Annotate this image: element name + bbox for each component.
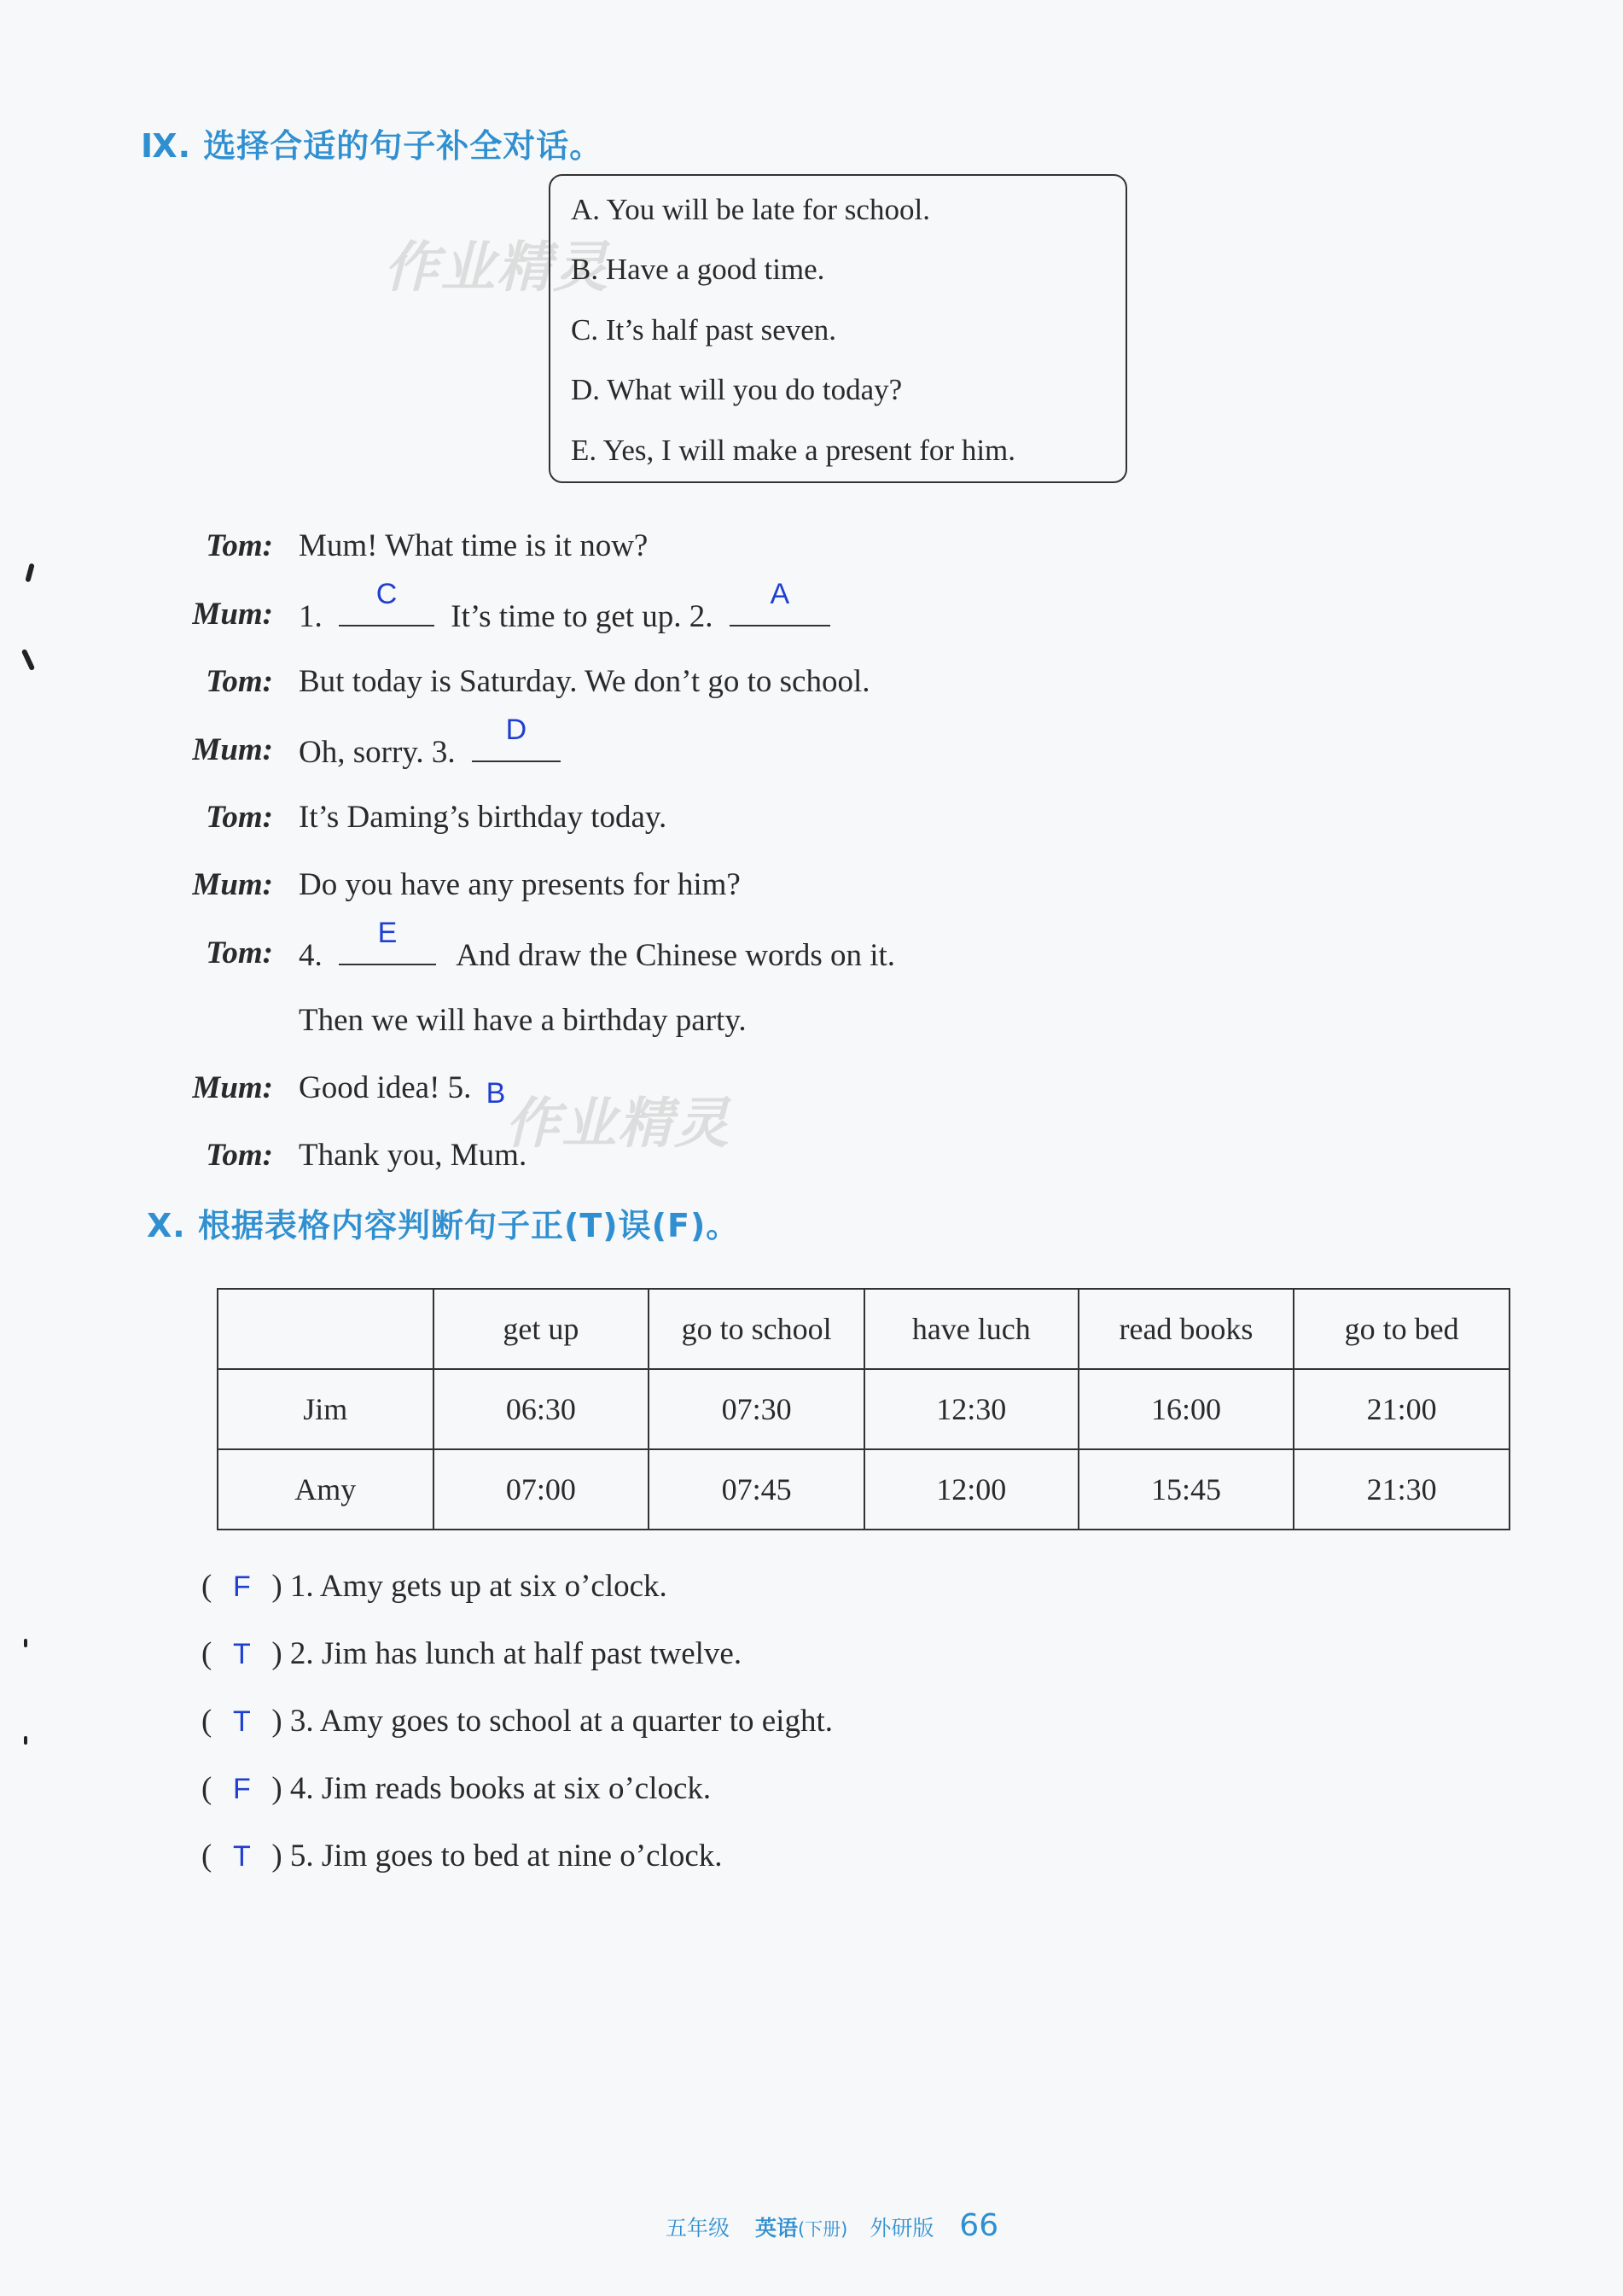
tf-answer: F bbox=[232, 1570, 251, 1603]
footer-edition: 外研版 bbox=[870, 2216, 934, 2241]
table-cell: 07:45 bbox=[649, 1449, 864, 1530]
answer-5: B bbox=[486, 1077, 506, 1110]
table-cell: 15:45 bbox=[1079, 1449, 1294, 1530]
table-header-cell: go to bed bbox=[1294, 1289, 1510, 1369]
scan-mark bbox=[21, 649, 35, 671]
statement-text: 2. Jim has lunch at half past twelve. bbox=[289, 1636, 742, 1671]
table-cell: 12:00 bbox=[864, 1449, 1079, 1530]
table-header-cell: read books bbox=[1079, 1289, 1294, 1369]
statement-text: 4. Jim reads books at six o’clock. bbox=[289, 1771, 712, 1806]
answer-4: E bbox=[377, 917, 398, 949]
speaker-mum: Mum: bbox=[192, 732, 273, 767]
dialogue-line-7 bbox=[299, 917, 896, 974]
question-number: 1. bbox=[299, 599, 323, 634]
dialogue-text: Good idea! 5. bbox=[299, 1070, 472, 1105]
section-10-title: Ⅹ. 根据表格内容判断句子正(T)误(F)。 bbox=[147, 1207, 740, 1244]
list-item: ( T ) 5. Jim goes to bed at nine o’clock. bbox=[201, 1839, 723, 1874]
dialogue-line-4 bbox=[299, 714, 561, 771]
statement-text: 3. Amy goes to school at a quarter to eight. bbox=[289, 1704, 833, 1739]
footer-grade: 五年级 bbox=[666, 2216, 730, 2241]
answer-blank-4 bbox=[339, 917, 436, 965]
dialogue-text: It’s time to get up. 2. bbox=[451, 599, 713, 634]
footer-subject: 英语 bbox=[754, 2216, 798, 2241]
answer-blank-1 bbox=[339, 578, 434, 626]
dialogue-line-8: Then we will have a birthday party. bbox=[299, 1003, 747, 1038]
dialogue-text: Oh, sorry. 3. bbox=[299, 735, 456, 770]
table-cell: Amy bbox=[218, 1449, 433, 1530]
question-number: 4. bbox=[299, 938, 323, 973]
table-row bbox=[218, 1369, 1510, 1449]
dialogue-line-2 bbox=[299, 578, 830, 635]
answer-1: C bbox=[375, 578, 398, 610]
table-header-cell: have luch bbox=[864, 1289, 1079, 1369]
table-header-cell: go to school bbox=[649, 1289, 864, 1369]
tf-answer: T bbox=[232, 1840, 251, 1873]
speaker-tom: Tom: bbox=[206, 800, 273, 835]
option-a: A. You will be late for school. bbox=[571, 193, 930, 226]
options-box bbox=[549, 174, 1127, 483]
option-b: B. Have a good time. bbox=[571, 253, 825, 286]
speaker-mum: Mum: bbox=[192, 597, 273, 632]
watermark: 作业精灵 bbox=[384, 236, 609, 300]
page-number: 66 bbox=[959, 2208, 999, 2243]
answer-blank-2 bbox=[730, 578, 830, 626]
speaker-tom: Tom: bbox=[206, 935, 273, 970]
tf-answer: T bbox=[232, 1705, 251, 1738]
answer-3: D bbox=[505, 714, 527, 746]
table-header-row bbox=[218, 1289, 1510, 1369]
option-c: C. It’s half past seven. bbox=[571, 313, 837, 347]
tf-answer: F bbox=[232, 1773, 251, 1805]
table-cell: 12:30 bbox=[864, 1369, 1079, 1449]
table-cell: Jim bbox=[218, 1369, 433, 1449]
dialogue-text: And draw the Chinese words on it. bbox=[456, 938, 896, 973]
statement-text: 1. Amy gets up at six o’clock. bbox=[289, 1569, 667, 1604]
section-9-title: Ⅸ. 选择合适的句子补全对话。 bbox=[141, 127, 603, 165]
schedule-table bbox=[217, 1288, 1510, 1530]
dialogue-line-5: It’s Daming’s birthday today. bbox=[299, 800, 667, 835]
list-item: ( T ) 2. Jim has lunch at half past twelve. bbox=[201, 1636, 742, 1671]
table-cell: 07:30 bbox=[649, 1369, 864, 1449]
speaker-tom: Tom: bbox=[206, 1138, 273, 1173]
speaker-tom: Tom: bbox=[206, 528, 273, 563]
scan-mark bbox=[24, 1736, 27, 1745]
speaker-tom: Tom: bbox=[206, 664, 273, 699]
scan-mark bbox=[25, 563, 34, 583]
list-item: ( T ) 3. Amy goes to school at a quarter to eight. bbox=[201, 1704, 833, 1739]
table-header-cell: get up bbox=[433, 1289, 649, 1369]
scan-mark bbox=[24, 1639, 27, 1647]
speaker-mum: Mum: bbox=[192, 867, 273, 902]
answer-blank-3 bbox=[472, 714, 561, 762]
speaker-mum: Mum: bbox=[192, 1070, 273, 1105]
table-cell: 21:30 bbox=[1294, 1449, 1510, 1530]
answer-2: A bbox=[770, 578, 790, 610]
table-row bbox=[218, 1449, 1510, 1530]
option-e: E. Yes, I will make a present for him. bbox=[571, 434, 1016, 467]
dialogue-line-1: Mum! What time is it now? bbox=[299, 528, 649, 563]
table-cell: 07:00 bbox=[433, 1449, 649, 1530]
tf-answer: T bbox=[232, 1638, 251, 1670]
list-item: ( F ) 4. Jim reads books at six o’clock. bbox=[201, 1771, 712, 1806]
dialogue-line-6: Do you have any presents for him? bbox=[299, 867, 741, 902]
dialogue-line-9 bbox=[299, 1069, 531, 1110]
option-d: D. What will you do today? bbox=[571, 373, 903, 406]
dialogue-line-10: Thank you, Mum. bbox=[299, 1138, 527, 1173]
statement-text: 5. Jim goes to bed at nine o’clock. bbox=[289, 1839, 723, 1874]
table-header-cell bbox=[218, 1289, 433, 1369]
list-item: ( F ) 1. Amy gets up at six o’clock. bbox=[201, 1569, 667, 1604]
watermark: 作业精灵 bbox=[505, 1093, 730, 1156]
table-cell: 06:30 bbox=[433, 1369, 649, 1449]
page-footer bbox=[666, 2208, 998, 2243]
table-cell: 16:00 bbox=[1079, 1369, 1294, 1449]
dialogue-line-3: But today is Saturday. We don’t go to school. bbox=[299, 664, 870, 699]
table-cell: 21:00 bbox=[1294, 1369, 1510, 1449]
footer-volume: (下册) bbox=[797, 2219, 848, 2240]
